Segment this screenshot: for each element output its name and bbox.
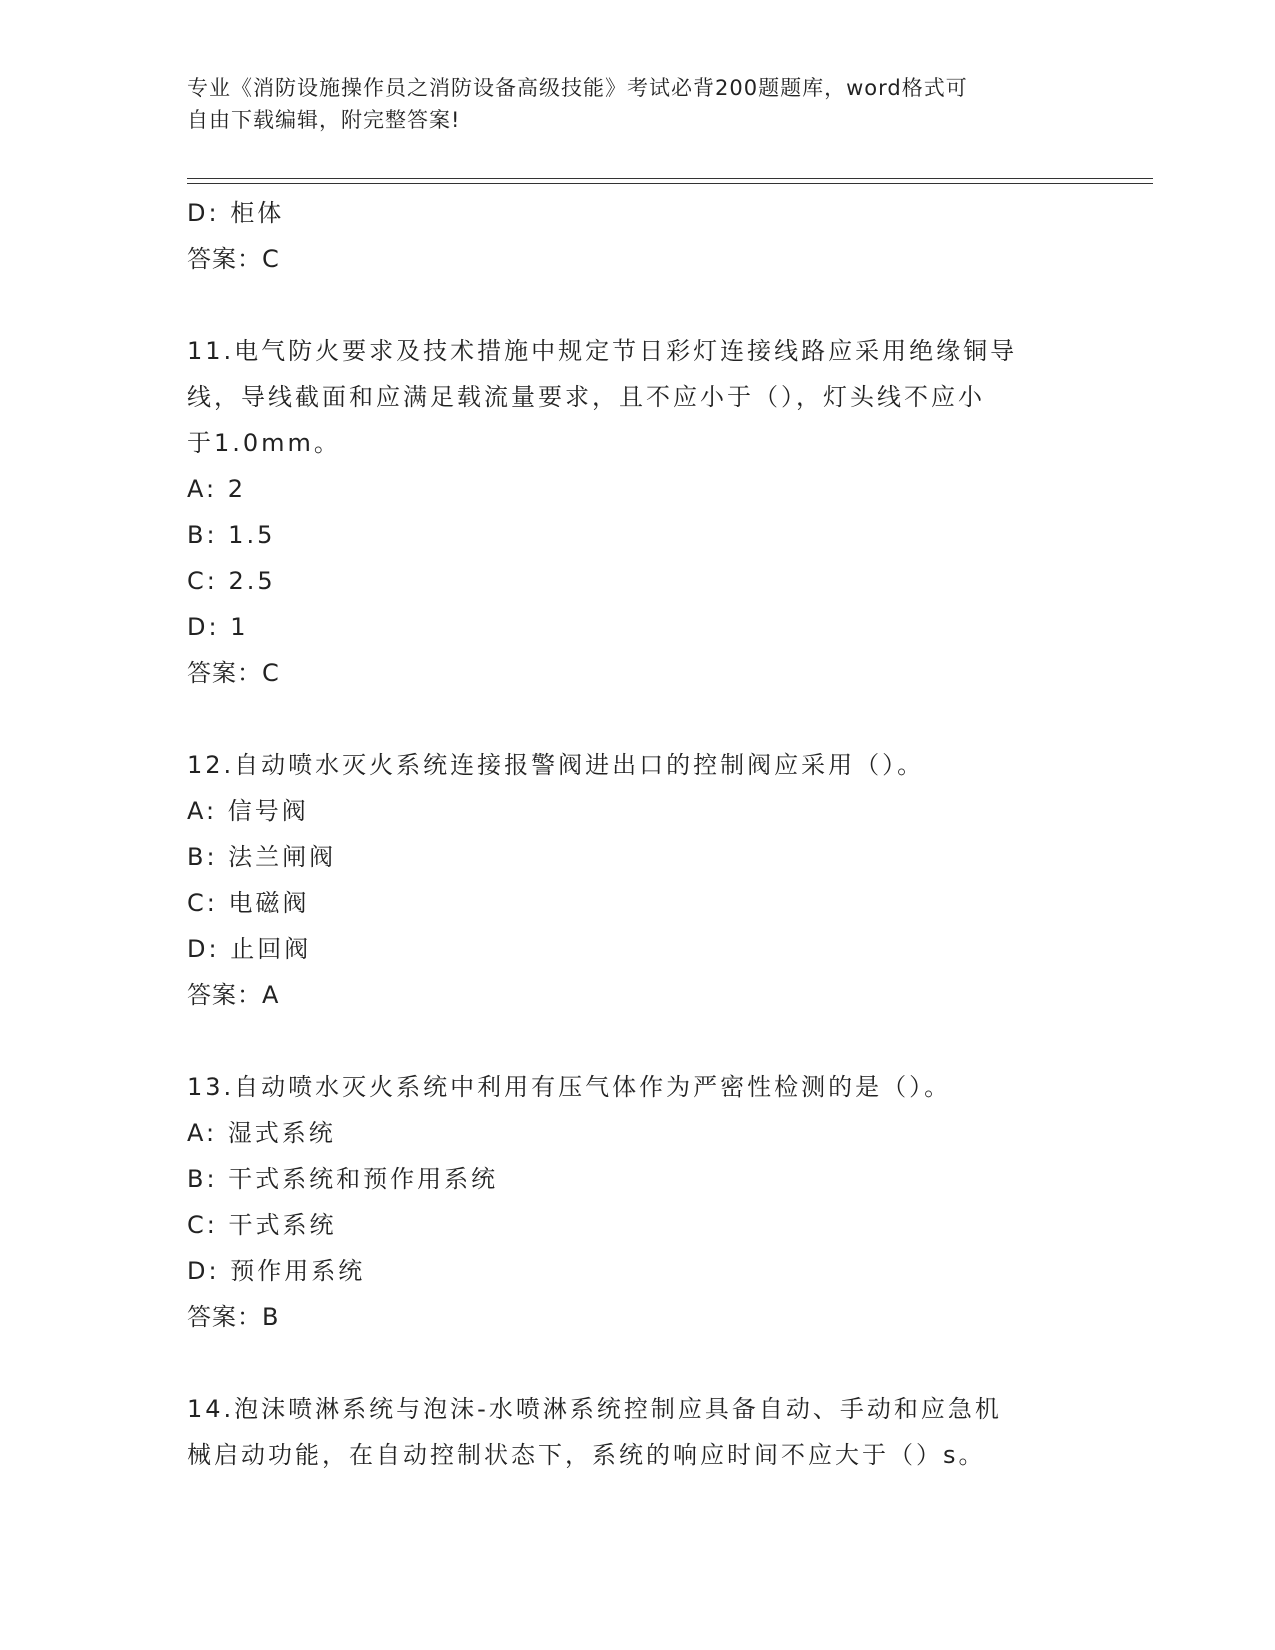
question-text-line: 13.自动喷水灭火系统中利用有压气体作为严密性检测的是（）。 [187,1073,952,1101]
question-text-line: 于1.0mm。 [187,429,341,457]
question-12 [187,742,1087,1018]
question-14 [187,1386,1087,1478]
page-header [187,72,1067,136]
question-text-line: 12.自动喷水灭火系统连接报警阀进出口的控制阀应采用（）。 [187,751,925,779]
option-b: B: 法兰闸阀 [187,843,337,871]
header-divider-bottom [187,183,1153,184]
option-b: B: 干式系统和预作用系统 [187,1165,499,1193]
question-text-line: 11.电气防火要求及技术措施中规定节日彩灯连接线路应采用绝缘铜导 [187,337,1018,365]
option-c: C: 干式系统 [187,1211,337,1239]
option-d: D: 预作用系统 [187,1257,366,1285]
spacer [187,1340,1087,1386]
option-c: C: 2.5 [187,567,276,595]
option-d: D: 止回阀 [187,935,312,963]
question-11 [187,328,1087,696]
option-c: C: 电磁阀 [187,889,310,917]
question-text-line: 线，导线截面和应满足载流量要求，且不应小于（），灯头线不应小 [187,383,985,411]
question-text-line: 械启动功能，在自动控制状态下，系统的响应时间不应大于（）s。 [187,1441,986,1469]
header-line-2: 自由下载编辑，附完整答案! [187,108,461,132]
option-b: B: 1.5 [187,521,276,549]
option-a: A: 湿式系统 [187,1119,336,1147]
answer: 答案：C [187,659,280,687]
spacer [187,1018,1087,1064]
answer: 答案：B [187,1303,280,1331]
answer: 答案：C [187,245,280,273]
question-text-line: 14.泡沫喷淋系统与泡沫-水喷淋系统控制应具备自动、手动和应急机 [187,1395,1002,1423]
option-d: D: 柜体 [187,199,285,227]
question-13 [187,1064,1087,1340]
option-a: A: 信号阀 [187,797,309,825]
spacer [187,282,1087,328]
header-line-1: 专业《消防设施操作员之消防设备高级技能》考试必背200题题库，word格式可 [187,76,968,100]
document-body [187,190,1087,1478]
option-a: A: 2 [187,475,246,503]
header-divider-top [187,178,1153,179]
option-d: D: 1 [187,613,249,641]
answer: 答案：A [187,981,280,1009]
spacer [187,696,1087,742]
